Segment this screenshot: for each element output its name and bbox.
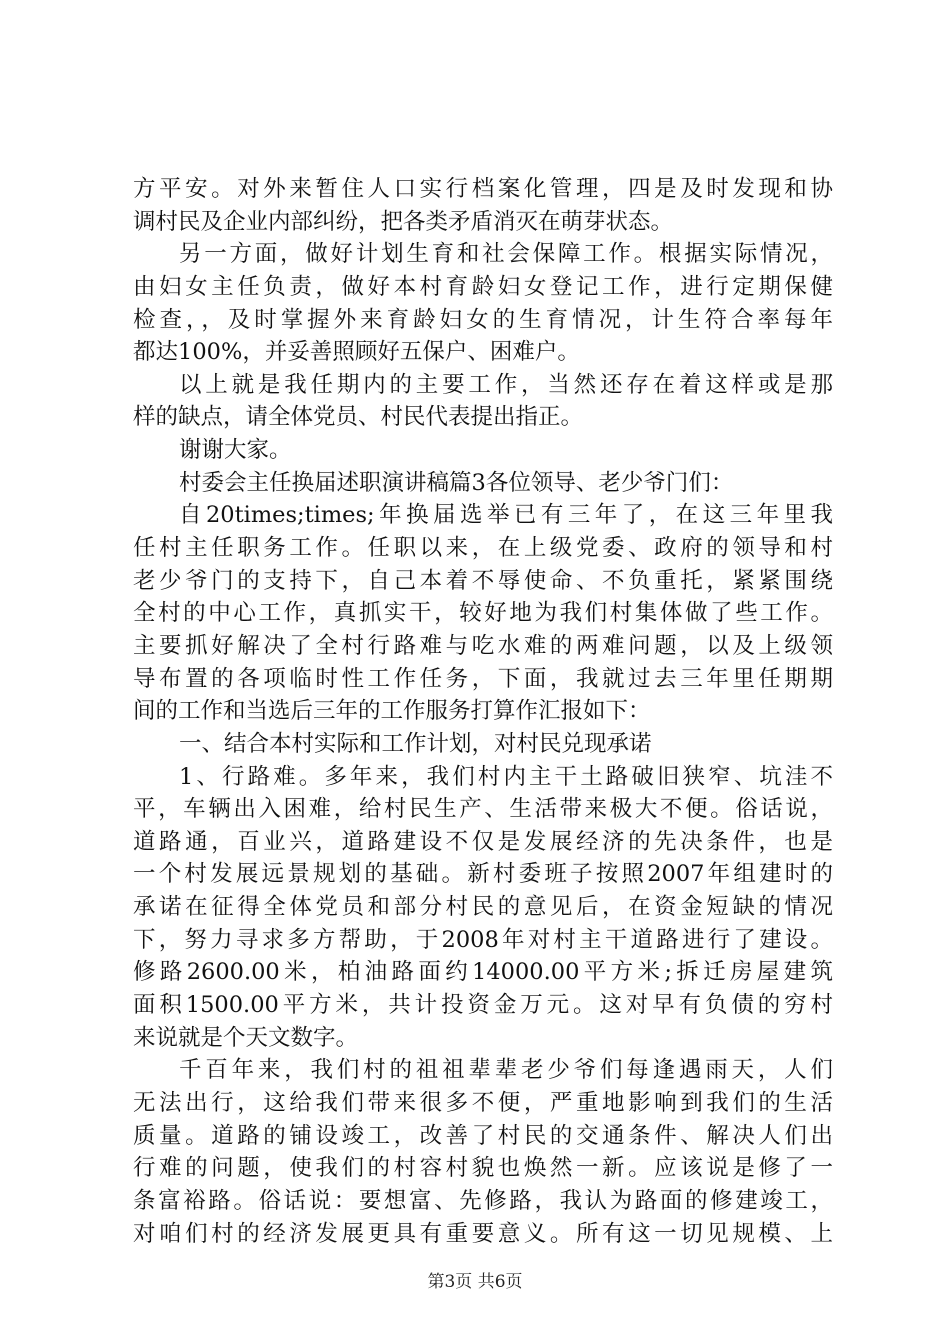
text-line: 一个村发展远景规划的基础。新村委班子按照2007年组建时的 — [133, 861, 833, 888]
text-line: 检查，，及时掌握外来育龄妇女的生育情况，计生符合率每年 — [133, 306, 833, 333]
text-line: 对咱们村的经济发展更具有重要意义。所有这一切见规模、上 — [133, 1220, 833, 1247]
text-line: 行难的问题，使我们的村容村貌也焕然一新。应该说是修了一 — [133, 1155, 833, 1182]
text-line: 导布置的各项临时性工作任务，下面，我就过去三年里任期期 — [133, 665, 833, 692]
text-line: 面积1500.00平方米，共计投资金万元。这对早有负债的穷村 — [133, 992, 833, 1019]
text-line: 样的缺点，请全体党员、村民代表提出指正。 — [133, 404, 584, 431]
text-line: 都达100%，并妥善照顾好五保户、困难户。 — [133, 339, 580, 366]
text-line: 一、结合本村实际和工作计划，对村民兑现承诺 — [179, 730, 652, 757]
page-number-footer: 第3页 共6页 — [427, 1272, 523, 1292]
text-line: 来说就是个天文数字。 — [133, 1024, 359, 1051]
text-line: 任村主任职务工作。任职以来，在上级党委、政府的领导和村 — [133, 535, 833, 562]
text-line: 以上就是我任期内的主要工作，当然还存在着这样或是那 — [179, 371, 833, 398]
text-line: 由妇女主任负责，做好本村育龄妇女登记工作，进行定期保健 — [133, 273, 833, 300]
text-line: 村委会主任换届述职演讲稿篇3各位领导、老少爷门们： — [179, 469, 734, 496]
text-line: 条富裕路。俗话说：要想富、先修路，我认为路面的修建竣工， — [133, 1187, 833, 1214]
text-line: 自20times;times;年换届选举已有三年了，在这三年里我 — [179, 502, 833, 529]
document-body — [133, 173, 833, 1250]
text-line: 另一方面，做好计划生育和社会保障工作。根据实际情况， — [179, 241, 833, 268]
text-line: 间的工作和当选后三年的工作服务打算作汇报如下： — [133, 698, 651, 725]
text-line: 千百年来，我们村的祖祖辈辈老少爷们每逢遇雨天，人们 — [179, 1057, 833, 1084]
text-line: 谢谢大家。 — [179, 437, 292, 464]
text-line: 全村的中心工作，真抓实干，较好地为我们村集体做了些工作。 — [133, 600, 833, 627]
text-line: 老少爷门的支持下，自己本着不辱使命、不负重托，紧紧围绕 — [133, 567, 833, 594]
text-line: 主要抓好解决了全村行路难与吃水难的两难问题，以及上级领 — [133, 632, 833, 659]
text-line: 1、行路难。多年来，我们村内主干土路破旧狭窄、坑洼不 — [179, 763, 833, 790]
text-line: 方平安。对外来暂住人口实行档案化管理，四是及时发现和协 — [133, 176, 833, 202]
text-line: 道路通，百业兴，道路建设不仅是发展经济的先决条件，也是 — [133, 828, 833, 855]
text-line: 无法出行，这给我们带来很多不便，严重地影响到我们的生活 — [133, 1089, 833, 1116]
text-line: 质量。道路的铺设竣工，改善了村民的交通条件、解决人们出 — [133, 1122, 833, 1149]
text-line: 调村民及企业内部纠纷，把各类矛盾消灭在萌芽状态。 — [133, 208, 674, 235]
text-line: 修路2600.00米，柏油路面约14000.00平方米;拆迁房屋建筑 — [133, 959, 833, 986]
text-line: 承诺在征得全体党员和部分村民的意见后，在资金短缺的情况 — [133, 894, 833, 921]
text-line: 下，努力寻求多方帮助，于2008年对村主干道路进行了建设。 — [133, 926, 833, 953]
text-line: 平，车辆出入困难，给村民生产、生活带来极大不便。俗话说， — [133, 796, 833, 823]
